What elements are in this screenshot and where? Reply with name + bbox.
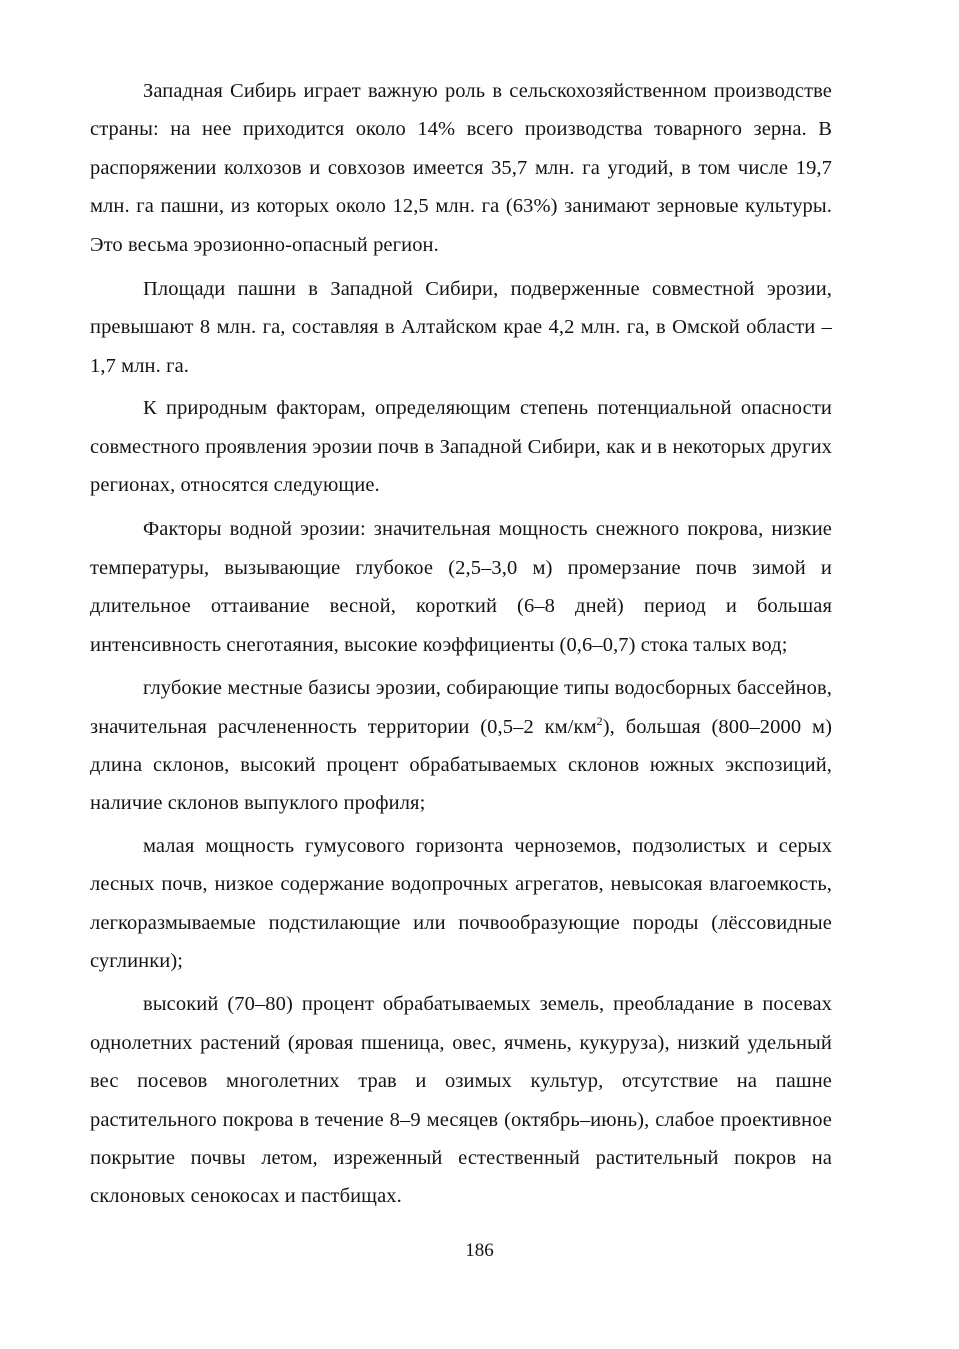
paragraph-west-siberia-agriculture: Западная Сибирь играет важную роль в сельскохозяйственном производстве страны: на нее приходится около 14% всего производства товарного зерна. В распоряжении колхозов и совхозов имеется 35,7 млн. га угодий, в том числе 19,7 млн. га пашни, из которых около 12,5 млн. га (63%) занимают зерновые культуры. Это весьма эрозионно-опасный регион. [90,80,832,256]
paragraph-land-use: высокий (70–80) процент обрабатываемых земель, преобладание в посевах однолетних растений (яровая пшеница, овес, ячмень, кукуруза), низкий удельный вес посевов многолетних трав и озимых культур, отсутствие на пашне растительного покрова в течение 8–9 месяцев (октябрь–июнь), слабое проективное покрытие почвы летом, изреженный естественный растительный покров на склоновых сенокосах и пастбищах. [90,993,832,1208]
page-number: 186 [465,1240,494,1261]
erosion-bases-text-before: глубокие местные базисы эрозии, собирающие типы водосборных бассейнов, значительная расчлененность территории (0,5–2 км/км [90,677,832,738]
erosion-bases-text-after: ), большая (800–2000 м) длина склонов, высокий процент обрабатываемых склонов южных экспозиций, наличие склонов выпуклого профиля; [90,715,832,815]
superscript-squared: 2 [596,713,603,728]
paragraph-water-erosion-factors: Факторы водной эрозии: значительная мощность снежного покрова, низкие температуры, вызывающие глубокое (2,5–3,0 м) промерзание почв зимой и длительное оттаивание весной, короткий (6–8 дней) период и большая интенсивность снеготаяния, высокие коэффициенты (0,6–0,7) стока талых вод; [90,518,832,656]
paragraph-natural-factors-intro: К природным факторам, определяющим степень потенциальной опасности совместного проявления эрозии почв в Западной Сибири, как и в некоторых других регионах, относятся следующие. [90,397,832,497]
paragraph-erosion-bases [90,669,832,823]
paragraph-soil-properties: малая мощность гумусового горизонта черноземов, подзолистых и серых лесных почв, низкое содержание водопрочных агрегатов, невысокая влагоемкость, легкоразмываемые подстилающие или почвообразующие породы (лёссовидные суглинки); [90,834,832,972]
paragraph-arable-land-erosion: Площади пашни в Западной Сибири, подверженные совместной эрозии, превышают 8 млн. га, составляя в Алтайском крае 4,2 млн. га, в Омской области – 1,7 млн. га. [90,278,832,377]
page-body [90,72,832,1216]
